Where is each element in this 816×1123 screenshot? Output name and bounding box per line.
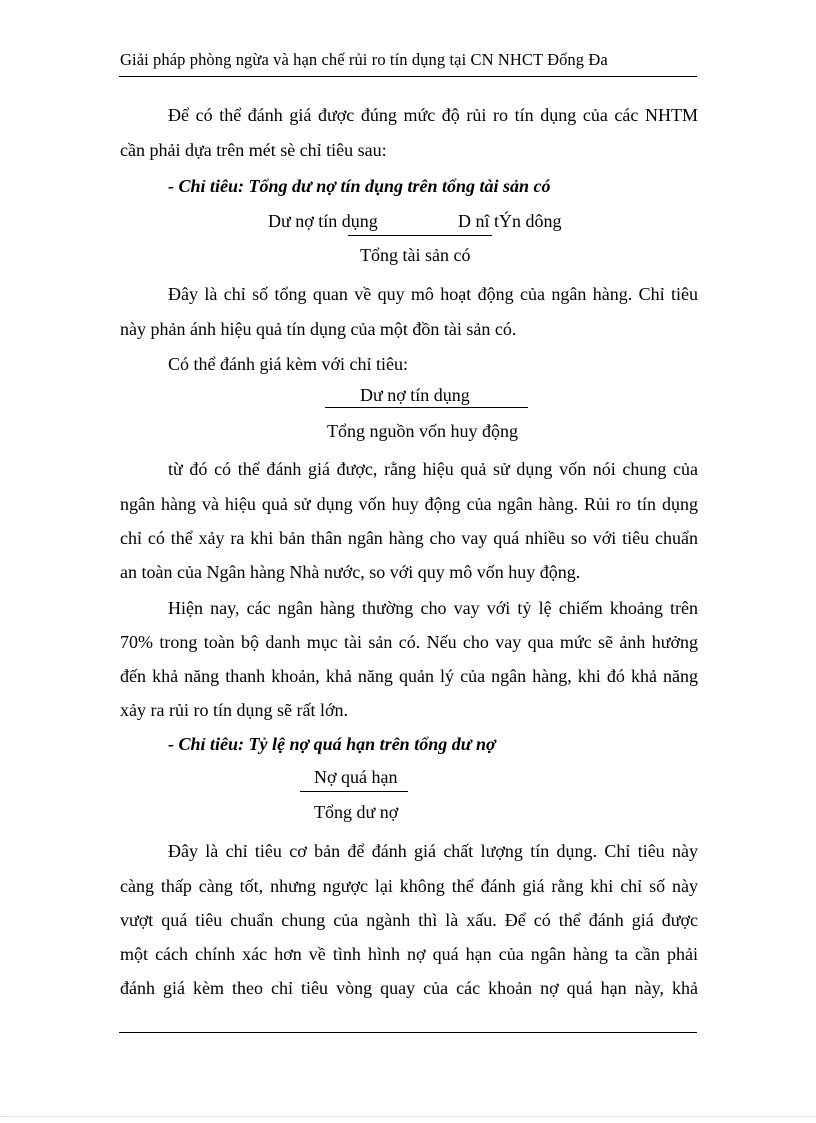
basic-line-4: một cách chính xác hơn về tình hình nợ quá hạn của ngân hàng ta cần phải	[120, 944, 698, 964]
basic-line-5: đánh giá kèm theo chỉ tiêu vòng quay của các khoản nợ quá hạn này, khả	[120, 978, 698, 998]
running-header: Giải pháp phòng ngừa và hạn chế rủi ro tín dụng tại CN NHCT Đống Đa	[120, 50, 608, 69]
indicator-1-explain-line-2: này phản ánh hiệu quả tín dụng của một đồn tài sản có.	[120, 319, 517, 339]
indicator-2-fraction-bar	[300, 791, 408, 792]
indicator-1-numerator-2: Dư nợ tín dụng	[360, 385, 470, 405]
current-line-3: đến khả năng thanh khoản, khả năng quản lý của ngân hàng, khi đó khả năng	[120, 666, 698, 686]
indicator-1-fraction-bar	[348, 235, 492, 236]
indicator-1-denominator-2: Tổng nguồn vốn huy động	[327, 421, 518, 441]
indicator-1-also-label: Có thể đánh giá kèm với chỉ tiêu:	[168, 354, 408, 374]
indicator-1-numerator: Dư nợ tín dụng	[268, 211, 378, 231]
footer-divider	[119, 1032, 697, 1033]
header-divider	[119, 76, 697, 77]
indicator-2-heading: - Chỉ tiêu: Tỷ lệ nợ quá hạn trên tổng dư nợ	[168, 734, 496, 754]
indicator-1-fraction-bar-2	[325, 407, 528, 408]
intro-line-2: cần phải dựa trên mét sè chỉ tiêu sau:	[120, 140, 387, 160]
efficiency-line-1: từ đó có thể đánh giá được, rằng hiệu quả sử dụng vốn nói chung của	[168, 459, 698, 479]
indicator-1-explain-line-1: Đây là chỉ số tổng quan về quy mô hoạt động của ngân hàng. Chỉ tiêu	[168, 284, 698, 304]
indicator-1-denominator: Tổng tài sản có	[360, 245, 471, 265]
basic-line-1: Đây là chỉ tiêu cơ bản để đánh giá chất lượng tín dụng. Chỉ tiêu này	[168, 841, 698, 861]
indicator-2-numerator: Nợ quá hạn	[314, 767, 398, 787]
page-edge-dotted-line	[0, 1116, 816, 1117]
current-line-4: xảy ra rủi ro tín dụng sẽ rất lớn.	[120, 700, 348, 720]
current-line-2: 70% trong toàn bộ danh mục tài sản có. Nếu cho vay qua mức sẽ ảnh hưởng	[120, 632, 698, 652]
efficiency-line-3: chỉ có thể xảy ra khi bản thân ngân hàng cho vay quá nhiều so với tiêu chuẩn	[120, 528, 698, 548]
indicator-1-numerator-extra: D nî tÝn dông	[458, 211, 562, 231]
efficiency-line-2: ngân hàng và hiệu quả sử dụng vốn huy động của ngân hàng. Rủi ro tín dụng	[120, 494, 698, 514]
basic-line-2: càng thấp càng tốt, nhưng ngược lại không thể đánh giá rằng khi chỉ số này	[120, 876, 698, 896]
indicator-1-heading: - Chỉ tiêu: Tổng dư nợ tín dụng trên tổng tài sản có	[168, 176, 551, 196]
current-line-1: Hiện nay, các ngân hàng thường cho vay với tỷ lệ chiếm khoảng trên	[168, 598, 698, 618]
efficiency-line-4: an toàn của Ngân hàng Nhà nước, so với quy mô vốn huy động.	[120, 562, 581, 582]
indicator-2-denominator: Tổng dư nợ	[314, 802, 399, 822]
basic-line-3: vượt quá tiêu chuẩn chung của ngành thì là xấu. Để có thể đánh giá được	[120, 910, 698, 930]
intro-line-1: Để có thể đánh giá được đúng mức độ rủi ro tín dụng của các NHTM	[168, 105, 698, 125]
